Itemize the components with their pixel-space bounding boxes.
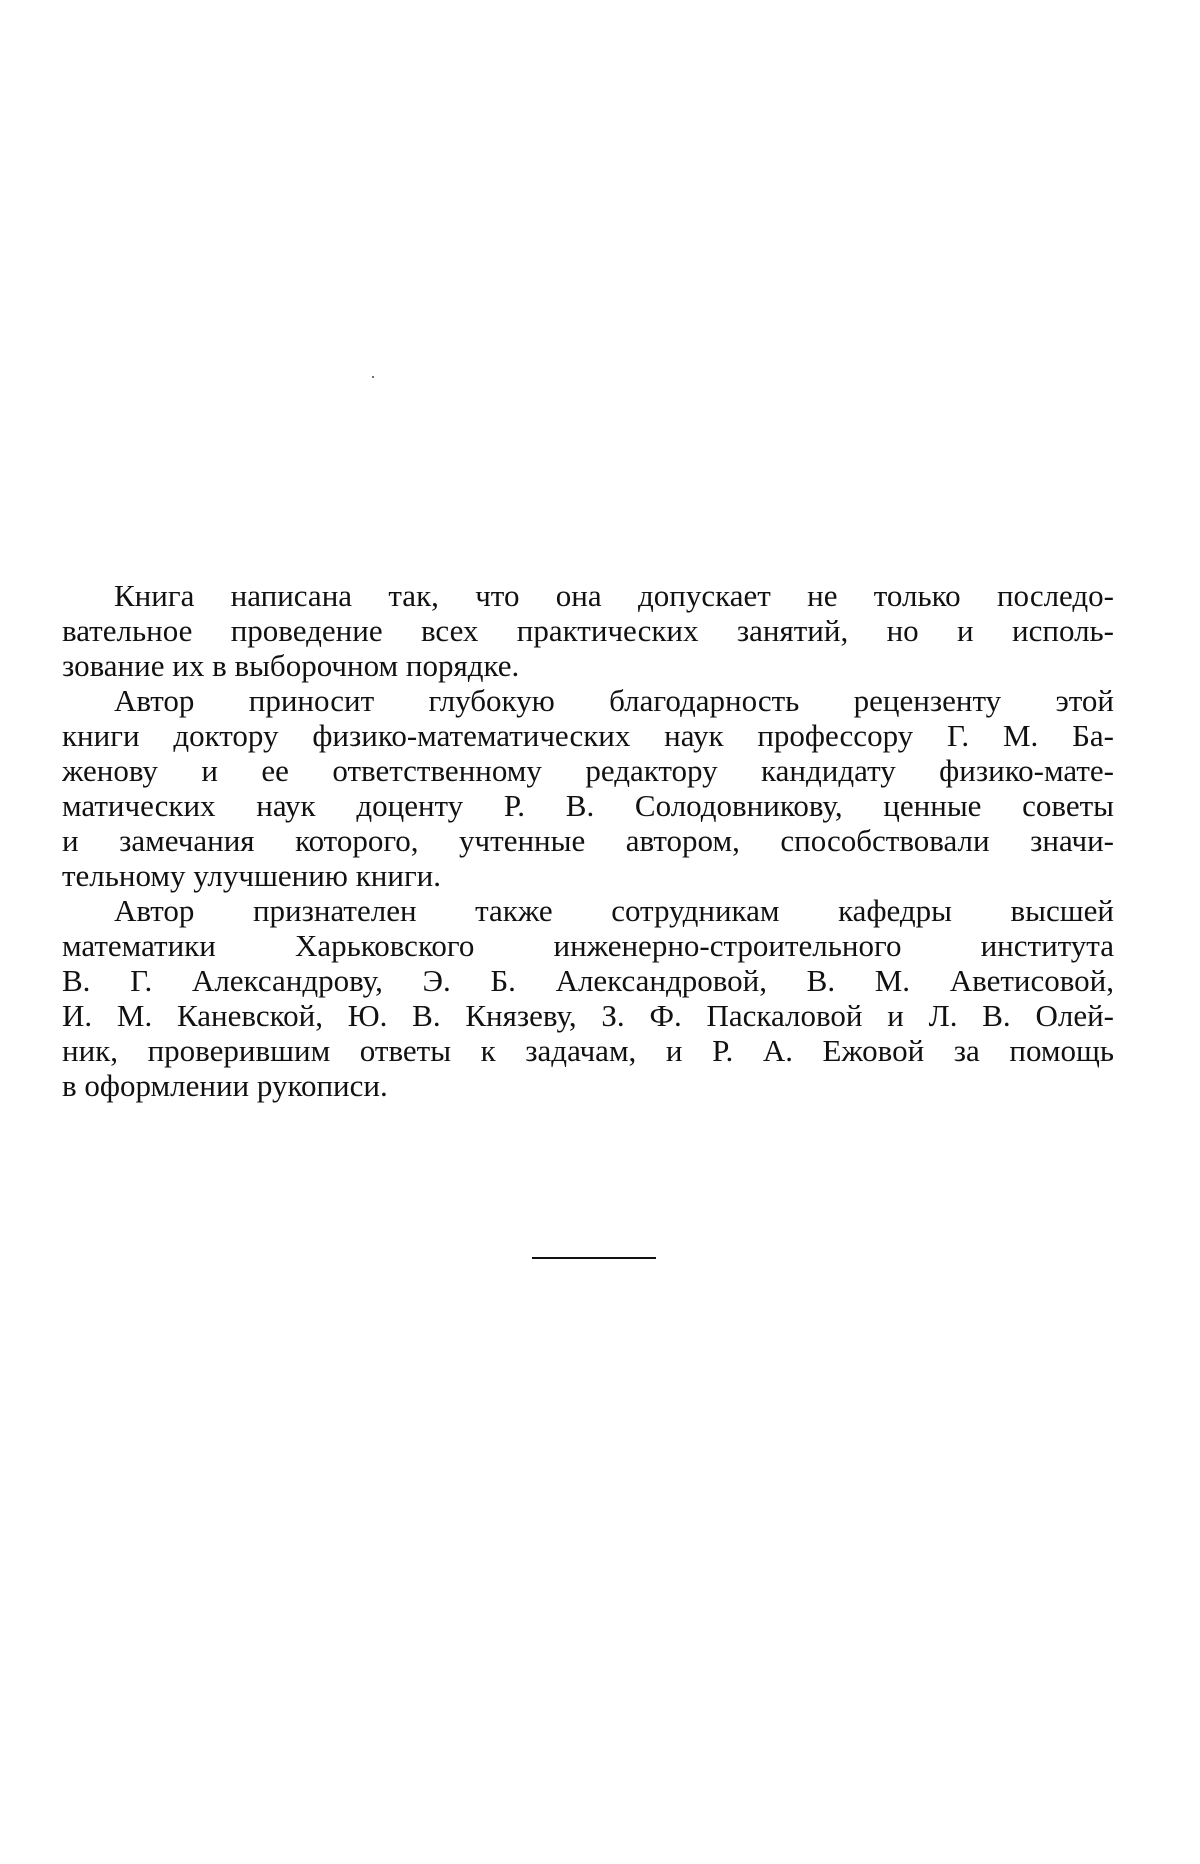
scan-speck [372, 376, 374, 378]
paragraph-3-line-3: В. Г. Александрову, Э. Б. Александровой, В. М. Аветисовой, [62, 963, 1114, 998]
paragraph-2-line-3: женову и ее ответственному редактору кандидату физико-мате- [62, 753, 1114, 788]
paragraph-1-line-2: вательное проведение всех практических занятий, но и исполь- [62, 613, 1114, 648]
paragraph-2-line-6: тельному улучшению книги. [62, 858, 441, 893]
paragraph-3-line-2: математики Харьковского инженерно-строительного института [62, 928, 1114, 963]
paragraph-3-line-1: Автор признателен также сотрудникам кафедры высшей [114, 893, 1114, 928]
paragraph-1-line-1: Книга написана так, что она допускает не только последо- [114, 578, 1114, 613]
paragraph-2-line-4: матических наук доценту Р. В. Солодовникову, ценные советы [62, 788, 1114, 823]
paragraph-1-line-3: зование их в выборочном порядке. [62, 648, 520, 683]
paragraph-3-line-6: в оформлении рукописи. [62, 1068, 388, 1103]
paragraph-3-line-4: И. М. Каневской, Ю. В. Князеву, З. Ф. Пaскаловой и Л. В. Олей- [62, 998, 1114, 1033]
paragraph-2-line-5: и замечания которого, учтенные автором, способствовали значи- [62, 823, 1114, 858]
section-divider [532, 1257, 656, 1259]
text-block [62, 578, 1114, 1103]
paragraph-2-line-1: Автор приносит глубокую благодарность рецензенту этой [114, 683, 1114, 718]
paragraph-3-line-5: ник, проверившим ответы к задачам, и Р. А. Ежовой за помощь [62, 1033, 1114, 1068]
paragraph-2-line-2: книги доктору физико-математических наук профессору Г. М. Ба- [62, 718, 1114, 753]
